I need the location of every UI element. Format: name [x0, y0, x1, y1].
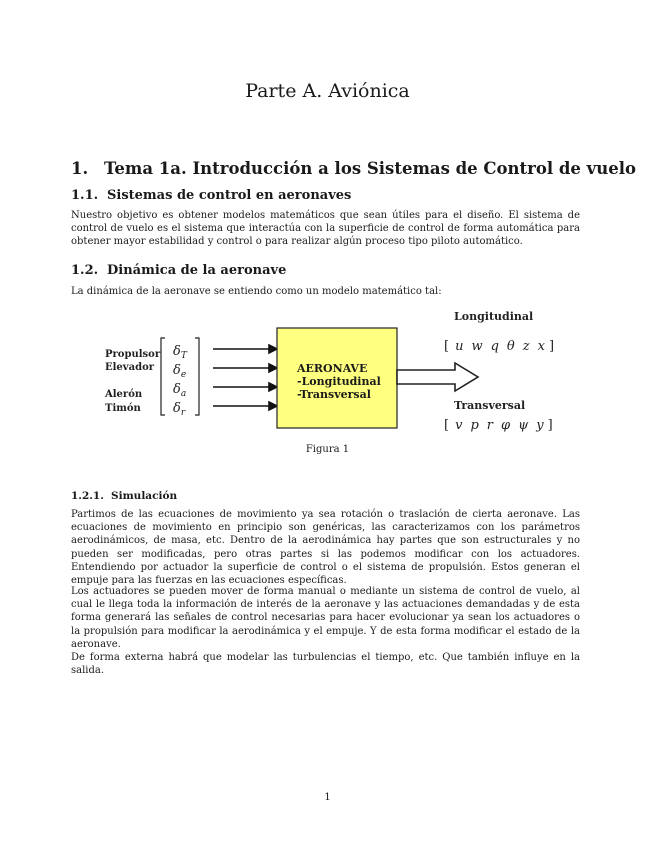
- delta-e-symbol: $\delta_e$: [173, 363, 187, 380]
- left-bracket: [161, 338, 165, 415]
- section-title: Tema 1a. Introducción a los Sistemas de Control de vuelo: [104, 159, 637, 178]
- aircraft-block-diagram: [95, 300, 565, 440]
- section-heading-1: [71, 159, 636, 178]
- part-title: Parte A. Aviónica: [245, 80, 410, 102]
- delta-a-symbol: $\delta_a$: [173, 382, 187, 399]
- right-bracket: [195, 338, 199, 415]
- paragraph-control-systems: Nuestro objetivo es obtener modelos matemáticos que sean útiles para el diseño. El sistema de control de vuelo es el sistema que interactúa con la superficie de control de forma automática para obtener mayor estabilidad y control o para realizar algún proceso tipo piloto automático.: [71, 210, 580, 248]
- input-label-timon: Timón: [105, 403, 141, 414]
- paragraph-simulation-3: De forma externa habrá que modelar las turbulencias el tiempo, etc. Que también influye en la salida.: [71, 652, 580, 677]
- output-arrow: [397, 363, 478, 391]
- box-line-longitudinal: -Longitudinal: [297, 375, 381, 388]
- input-label-aleron: Alerón: [105, 389, 143, 400]
- figure-caption: Figura 1: [305, 444, 350, 455]
- input-label-propulsor: Propulsor: [105, 349, 161, 360]
- longitudinal-label: Longitudinal: [454, 310, 534, 323]
- transversal-vector: [ v p r φ ψ y ]: [444, 418, 553, 433]
- page-number: 1: [324, 792, 331, 803]
- subsubsection-heading-1-2-1: [71, 490, 177, 502]
- box-line-transversal: -Transversal: [297, 388, 371, 401]
- subsection-heading-1-2: [71, 263, 286, 278]
- paragraph-dynamics: La dinámica de la aeronave se entiendo como un modelo matemático tal:: [71, 286, 442, 297]
- subsection-heading-1-1: [71, 188, 351, 203]
- subsubsection-title: Simulación: [111, 490, 178, 502]
- subsection-number: 1.1.: [71, 188, 99, 203]
- delta-r-symbol: $\delta_r$: [173, 401, 186, 418]
- paragraph-simulation-2: Los actuadores se pueden mover de forma manual o mediante un sistema de control de vuelo, al cual le llega toda la información de interés de la aeronave y las actuaciones demandadas y de esta forma generará las señales de control necesarias para hacer evolucionar ya sean los actuadores o la propulsión para modificar la aerodinámica y el empuje. Y de esta forma modificar el estado de la aeronave.: [71, 586, 580, 650]
- input-label-elevador: Elevador: [105, 362, 155, 373]
- input-arrows: [213, 345, 277, 410]
- transversal-label: Transversal: [454, 399, 526, 412]
- paragraph-simulation-1: Partimos de las ecuaciones de movimiento ya sea rotación o traslación de cierta aeronave. Las ecuaciones de movimiento en principio son genéricas, las caracterizamos con los parámetros aerodinámicos, de masa, etc. Dentro de la aerodinámica hay partes que son estructurales y no pueden ser modificadas, pero otras partes si las podemos modificar con los actuadores. Entendiendo por actuador la superficie de control o el sistema de propulsión. Estos generan el empuje para las fuerzas en las ecuaciones específicas.: [71, 509, 580, 587]
- section-number: 1.: [71, 159, 89, 178]
- subsection-title: Sistemas de control en aeronaves: [107, 188, 352, 203]
- subsection-title: Dinámica de la aeronave: [107, 263, 287, 278]
- longitudinal-vector: [ u w q θ z x ]: [444, 339, 555, 354]
- subsubsection-number: 1.2.1.: [71, 490, 104, 502]
- delta-t-symbol: $\delta_T$: [173, 344, 187, 361]
- subsection-number: 1.2.: [71, 263, 99, 278]
- box-title: AERONAVE: [297, 362, 368, 375]
